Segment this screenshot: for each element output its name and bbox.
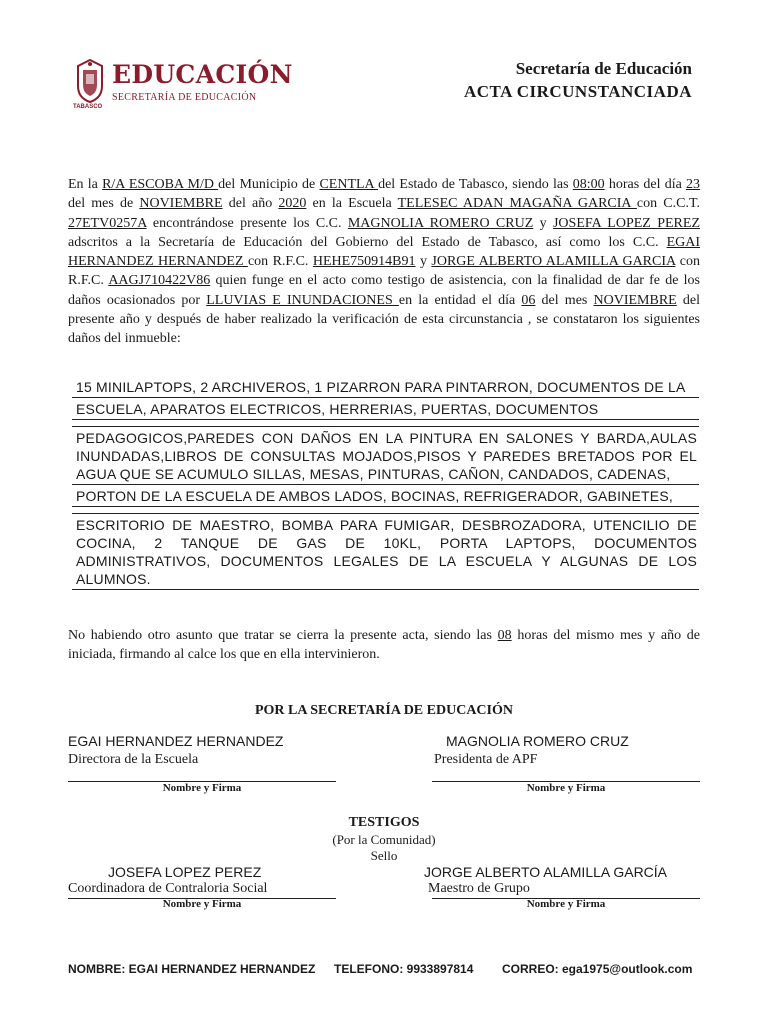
text: En la — [68, 177, 103, 192]
damage-blank-line — [72, 507, 699, 514]
text: quien funge en el acto como testigo de asistencia, con la finalidad de dar fe de los daños ocasionados por — [68, 273, 700, 308]
damage-blank-line — [72, 420, 699, 427]
municipio-field: CENTLA — [319, 177, 379, 192]
damage-line: PORTON DE LA ESCUELA DE AMBOS LADOS, BOCINAS, REFRIGERADOR, GABINETES, — [72, 485, 699, 507]
cct-field: 27ETV0257A — [68, 215, 147, 231]
document-title: ACTA CIRCUNSTANCIADA — [463, 82, 692, 101]
firmante1-name: EGAI HERNANDEZ HERNANDEZ — [68, 733, 284, 749]
testigo2-role: Maestro de Grupo — [428, 881, 530, 896]
damage-line: PEDAGOGICOS,PAREDES CON DAÑOS EN LA PINTURA EN SALONES Y BARDA,AULAS INUNDADAS,LIBROS DE CONSULTAS MOJADOS,PISOS Y PAREDES BRETADOS POR EL AGUA QUE SE ACUMULO SILLAS, MESAS, PINTURAS, CAÑON, CANDADOS, CADENAS, — [72, 427, 699, 485]
logo-state: TABASCO — [73, 104, 103, 110]
signature-caption: Nombre y Firma — [526, 782, 606, 794]
footer-telefono: TELEFONO: 9933897814 — [334, 962, 474, 976]
signature-caption: Nombre y Firma — [162, 782, 242, 794]
logo-brand: EDUCACIÓN — [112, 60, 293, 89]
damage-line: ESCUELA, APARATOS ELECTRICOS, HERRERIAS, PUERTAS, DOCUMENTOS — [72, 398, 699, 420]
text: horas del mismo mes y año de iniciada, firmando al calce los que en ella intervinieron. — [68, 628, 700, 663]
sello-label: Sello — [370, 848, 398, 863]
cierre-hora-field: 08 — [497, 628, 512, 643]
cc2-field: JORGE ALBERTO ALAMILLA GARCIA — [431, 254, 676, 270]
signature-caption: Nombre y Firma — [162, 898, 242, 910]
tabasco-seal-icon — [74, 58, 106, 104]
damage-line: 15 MINILAPTOPS, 2 ARCHIVEROS, 1 PIZARRON PARA PINTARRON, DOCUMENTOS DE LA — [72, 376, 699, 398]
text: con R.F.C. — [247, 254, 313, 270]
acta-body-paragraph — [68, 175, 700, 349]
damages-list — [72, 376, 699, 590]
educacion-logo — [70, 56, 293, 114]
testigo1-role: Coordinadora de Contraloria Social — [68, 881, 268, 896]
dia-evento-field: 06 — [521, 292, 536, 308]
text: encontrándose presente los C.C. — [146, 215, 348, 231]
firmante2-role: Presidenta de APF — [434, 752, 538, 767]
causa-field: LLUVIAS E INUNDACIONES — [206, 292, 399, 308]
hora-field: 08:00 — [572, 177, 605, 192]
escuela-field: TELESEC ADAN MAGAÑA GARCIA — [397, 196, 637, 212]
firmante1-role: Directora de la Escuela — [68, 752, 199, 767]
mes-evento-field: NOVIEMBRE — [593, 292, 677, 308]
text: del año — [222, 196, 279, 212]
section-heading-testigos: TESTIGOS — [348, 815, 420, 830]
rfc2-field: AAGJ710422V86 — [108, 273, 211, 289]
text: con R.F.C. — [68, 254, 700, 289]
text: del mes de — [68, 196, 140, 212]
localidad-field: R/A ESCOBA M/D — [102, 177, 219, 192]
text: en la Escuela — [306, 196, 398, 212]
text: y — [533, 215, 553, 231]
testigos-subheading: (Por la Comunidad) — [332, 832, 436, 847]
anio-field: 2020 — [278, 196, 307, 212]
text: del presente año y después de haber realizado la verificación de esta circunstancia , se constataron los siguientes daños del inmueble: — [68, 292, 701, 347]
closing-paragraph — [68, 626, 700, 665]
testigo1-name: JOSEFA LOPEZ PEREZ — [108, 864, 262, 880]
text: horas del día — [604, 177, 687, 192]
text: adscritos a la Secretaría de Educación del Gobierno del Estado de Tabasco, así como los C.C. — [68, 234, 667, 250]
section-heading-secretaria: POR LA SECRETARÍA DE EDUCACIÓN — [254, 703, 513, 718]
text: del mes — [535, 292, 594, 308]
text: en la entidad el día — [398, 292, 522, 308]
firmante2-name: MAGNOLIA ROMERO CRUZ — [446, 733, 629, 749]
presente1-field: MAGNOLIA ROMERO CRUZ — [347, 215, 534, 231]
header-secretaria: Secretaría de Educación — [515, 59, 692, 78]
damage-line: ESCRITORIO DE MAESTRO, BOMBA PARA FUMIGAR, DESBROZADORA, UTENCILIO DE COCINA, 2 TANQUE DE GAS DE 10KL, PORTA LAPTOPS, DOCUMENTOS ADMINISTRATIVOS, DOCUMENTOS LEGALES DE LA ESCUELA Y ALGUNAS DE LOS ALUMNOS. — [72, 514, 699, 590]
document-header — [464, 58, 692, 104]
mes-field: NOVIEMBRE — [139, 196, 223, 212]
logo-subtitle: SECRETARÍA DE EDUCACIÓN — [112, 92, 257, 103]
footer-nombre: NOMBRE: EGAI HERNANDEZ HERNANDEZ — [68, 962, 316, 976]
presente2-field: JOSEFA LOPEZ PEREZ — [552, 215, 700, 231]
rfc1-field: HEHE750914B91 — [312, 254, 416, 270]
cc1-field: EGAI HERNANDEZ HERNANDEZ — [68, 234, 700, 270]
text: del Municipio de — [218, 177, 320, 192]
text: y — [415, 254, 432, 270]
testigo2-name: JORGE ALBERTO ALAMILLA GARCÍA — [424, 864, 668, 880]
text: del Estado de Tabasco, siendo las — [378, 177, 573, 192]
footer-correo: CORREO: ega1975@outlook.com — [502, 962, 693, 976]
dia-field: 23 — [686, 177, 701, 192]
signature-caption: Nombre y Firma — [526, 898, 606, 910]
text: No habiendo otro asunto que tratar se cierra la presente acta, siendo las — [68, 628, 498, 643]
text: con C.C.T. — [636, 196, 700, 212]
